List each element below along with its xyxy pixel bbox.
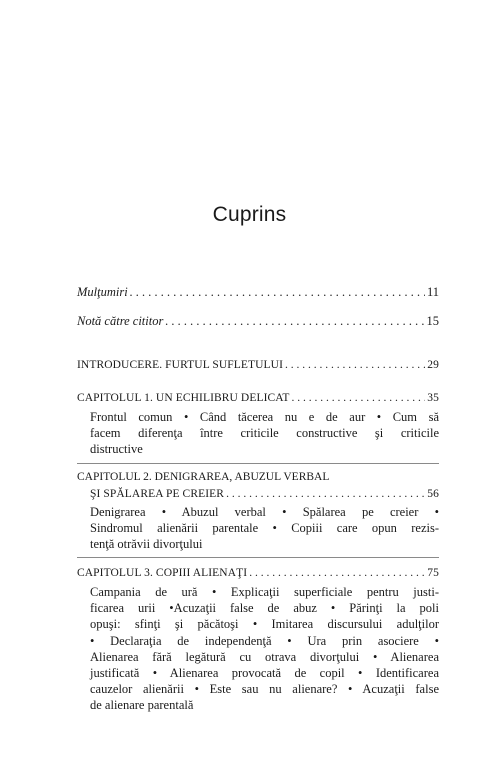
chapter-1-description (90, 409, 439, 458)
leader-dots (226, 486, 425, 502)
toc-entry-label: CAPITOLUL 3. COPIII ALIENAŢI (77, 567, 248, 579)
toc-entry-page: 11 (426, 285, 439, 299)
toc-entry-multumiri[interactable] (77, 284, 439, 300)
leader-dots (292, 390, 426, 406)
toc-entry-label: ŞI SPĂLAREA PE CREIER (90, 488, 225, 500)
description-line: Denigrarea • Abuzul verbal • Spălarea pe creier • (90, 505, 439, 519)
description-line: justificată • Alienarea provocată de copil • Identificarea (90, 666, 439, 681)
toc-entry-capitolul-1[interactable] (77, 390, 439, 406)
section-divider (77, 557, 439, 558)
leader-dots (165, 313, 424, 329)
description-line: opuşi: sfinţi şi păcătoşi • Imitarea discursului adulţilor (90, 617, 439, 632)
description-line: Campania de ură • Explicaţii superficiale pentru justi- (90, 585, 439, 599)
toc-entry-label: Notă către cititor (77, 314, 164, 328)
toc-entry-capitolul-2[interactable] (77, 486, 439, 502)
toc-entry-page: 35 (427, 392, 439, 404)
toc-entry-page: 15 (426, 314, 439, 328)
description-line: distructive (90, 442, 143, 457)
page-title: Cuprins (212, 203, 287, 226)
toc-entry-page: 56 (427, 488, 439, 500)
toc-entry-capitolul-3[interactable] (77, 565, 439, 581)
description-line: facem diferenţa între criticile constructive şi criticile (90, 426, 439, 441)
description-line: • Declaraţia de independenţă • Ura prin asociere • (90, 633, 439, 648)
description-line: Frontul comun • Când tăcerea nu e de aur • Cum să (90, 410, 439, 424)
description-line: ficarea urii •Acuzaţii false de abuz • Părinţi la poli (90, 601, 439, 616)
toc-entry-label: INTRODUCERE. FURTUL SUFLETULUI (77, 359, 284, 371)
toc-entry-label: CAPITOLUL 1. UN ECHILIBRU DELICAT (77, 392, 290, 404)
leader-dots (130, 284, 425, 300)
toc-entry-label: Mulţumiri (77, 285, 128, 299)
description-line: Sindromul alienării parentale • Copiii care opun rezis- (90, 521, 439, 536)
toc-entry-nota[interactable] (77, 313, 439, 329)
description-line: de alienare parentală (90, 698, 194, 713)
toc-entry-page: 29 (427, 359, 439, 371)
toc-entry-page: 75 (427, 567, 439, 579)
leader-dots (285, 357, 425, 373)
toc-entry-capitolul-2-line1[interactable]: CAPITOLUL 2. DENIGRAREA, ABUZUL VERBAL (77, 471, 330, 483)
toc-entry-introducere[interactable] (77, 357, 439, 373)
leader-dots (249, 565, 425, 581)
description-line: Alienarea fără legătură cu otrava divorţului • Alienarea (90, 649, 439, 664)
chapter-3-description (90, 584, 439, 714)
description-line: tenţă otrăvii divorţului (90, 537, 203, 552)
description-line: cauzelor alienării • Este sau nu alienare? • Acuzaţii false (90, 682, 439, 697)
chapter-2-description (90, 504, 439, 553)
section-divider (77, 463, 439, 464)
